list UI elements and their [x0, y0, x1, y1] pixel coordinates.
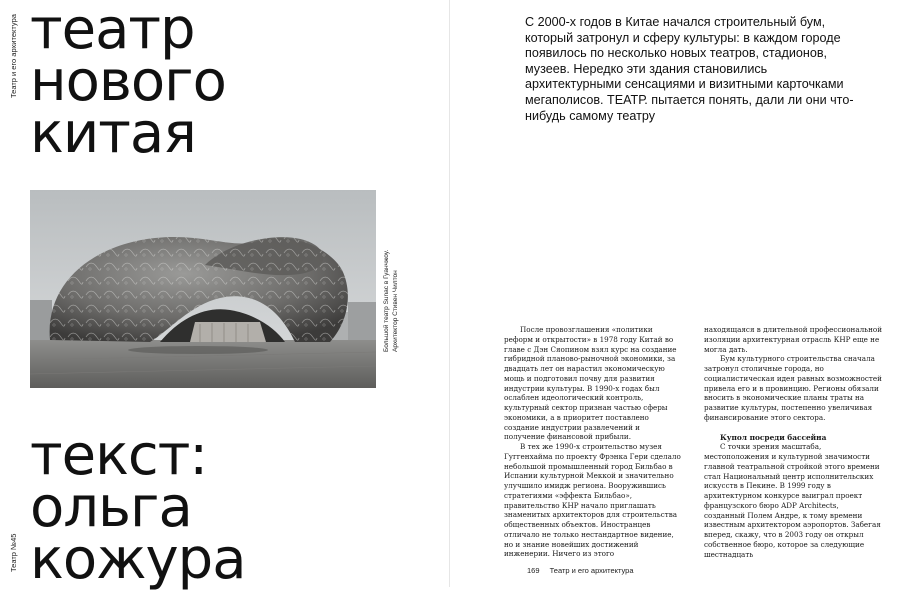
body-column-2: [704, 325, 882, 559]
author-line-3: кожура: [30, 527, 246, 592]
caption-line-2: Архитектор Стивен Чилтон: [392, 270, 399, 352]
lead-paragraph: С 2000-х годов в Китае начался строительный бум, который затронул и сферу культуры: в каждом городе появилось по несколько новых театров, стадионов, музеев. Нередко эти здания становились архитектурными сенсациями и визитными карточками мегаполисов. ТЕАТР. пытается понять, дали ли они что-нибудь самому театру: [525, 15, 854, 123]
page-footer: [527, 566, 634, 575]
body-paragraph: В тех же 1990-х строительство музея Гуггенхайма по проекту Фрэнка Гери сделало небольшой промышленный город Бильбао в Испании культурной Меккой и значительно улучшило имидж региона. Вооружившись стратегиями «эффекта Бильбао», правительство КНР начало приглашать знаменитых архитекторов для строительства общественных объектов. Иностранцев отличало не только нестандартное видение, но и знание новейших достижений инженерии. Ничего из этого: [504, 442, 681, 559]
page-gutter: [449, 0, 450, 587]
title-line-3: китая: [30, 101, 196, 166]
photo-illustration: [30, 190, 376, 388]
body-paragraph: Бум культурного строительства сначала затронул столичные города, но социалистическая идея равных возможностей привела его и в провинцию. Регионы обязали вносить в экономические планы траты на развитие культуры, постепенно увеличивая финансирование этого сектора.: [704, 354, 882, 422]
caption-line-1: Большой театр Sunac в Гуанчжоу.: [383, 249, 390, 352]
author-heading: [30, 423, 246, 592]
subheading: Купол посреди бассейна: [720, 432, 827, 442]
page-number: 169: [527, 566, 540, 575]
title-line-1: театр: [30, 0, 195, 62]
author-line-2: ольга: [30, 475, 192, 540]
footer-section: Театр и его архитектура: [549, 566, 634, 575]
title-line-2: нового: [30, 49, 226, 114]
running-head-vertical: Театр и его архитектура: [9, 14, 18, 98]
photo-caption: [382, 250, 400, 352]
author-line-1: текст:: [30, 423, 208, 488]
page-title: [30, 0, 226, 166]
body-paragraph-continued: находящаяся в длительной профессиональной изоляции архитектурная отрасль КНР еще не могла дать.: [704, 325, 883, 354]
opera-house-photo: [30, 190, 376, 388]
body-column-1: [504, 325, 682, 559]
issue-label-vertical: Театр №45: [9, 533, 18, 572]
body-paragraph: После провозглашения «политики реформ и открытости» в 1978 году Китай во главе с Дэн Сяопином взял курс на создание гибридной планово-рыночной экономики, за двадцать лет он нарастил экономическую мощь и подготовил почву для развития индустрии культуры. В 1990-х годах был ослаблен идеологический контроль, культурный сектор признан частью сферы экономики, а в приоритет поставлено создание индустрии развлечений и получение финансовой прибыли.: [504, 325, 677, 442]
body-paragraph: С точки зрения масштаба, местоположения и культурной значимости главной театральной стройкой этого времени стал Национальный центр исполнительских искусств в Пекине. В 1999 году в архитектурном конкурсе выиграл проект французского бюро ADP Architects, созданный Полем Андре, к тому времени известным архитектором аэропортов. Забегая вперед, скажу, что в 2003 году он открыл собственное бюро, которое за следующие шестнадцать: [704, 442, 881, 559]
